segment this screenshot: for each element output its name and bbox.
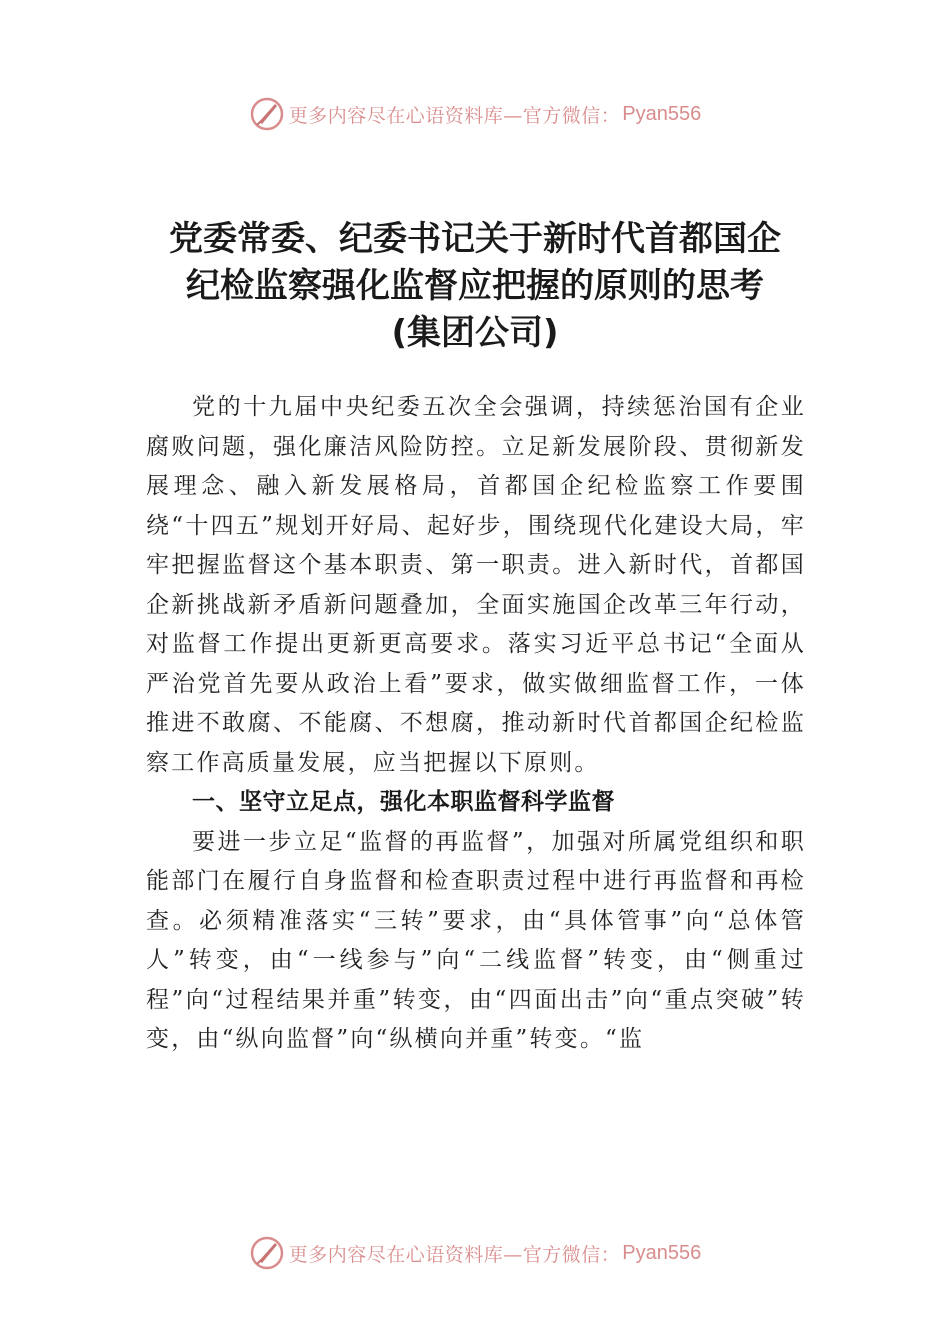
watermark-text: 更多内容尽在心语资料库—官方微信： [288,104,621,127]
header-watermark [0,94,950,134]
document-title [60,216,890,357]
quill-seal-icon [249,96,285,132]
quill-seal-icon [249,1235,285,1271]
title-line-3: (集团公司) [391,313,559,353]
section-heading-1: 一、坚守立足点，强化本职监督科学监督 [192,789,615,815]
title-line-2: 纪检监察强化监督应把握的原则的思考 [186,266,764,306]
paragraph-section-1: 要进一步立足“监督的再监督”，加强对所属党组织和职能部门在履行自身监督和检查职责过程中进行再监督和再检查。必须精准落实“三转”要求，由“具体管事”向“总体管人”转变，由“一线参与”向“二线监督”转变，由“侧重过程”向“过程结果并重”转变，由“四面出击”向“重点突破”转变，由“纵向监督”向“纵横向并重”转变。“监 [146,828,806,1052]
paragraph-intro: 党的十九届中央纪委五次全会强调，持续惩治国有企业腐败问题，强化廉洁风险防控。立足新发展阶段、贯彻新发展理念、融入新发展格局，首都国企纪检监察工作要围绕“十四五”规划开好局、起好步，围绕现代化建设大局，牢牢把握监督这个基本职责、第一职责。进入新时代，首都国企新挑战新矛盾新问题叠加，全面实施国企改革三年行动，对监督工作提出更新更高要求。落实习近平总书记“全面从严治党首先要从政治上看”要求，做实做细监督工作，一体推进不敢腐、不能腐、不想腐，推动新时代首都国企纪检监察工作高质量发展，应当把握以下原则。 [146,394,806,776]
watermark-text: 更多内容尽在心语资料库—官方微信： [288,1243,621,1266]
watermark-wechat-id: Pyan556 [622,1241,702,1264]
watermark-wechat-id: Pyan556 [622,102,702,125]
footer-watermark [0,1233,950,1273]
document-body [146,388,806,1060]
title-line-1: 党委常委、纪委书记关于新时代首都国企 [169,219,781,259]
